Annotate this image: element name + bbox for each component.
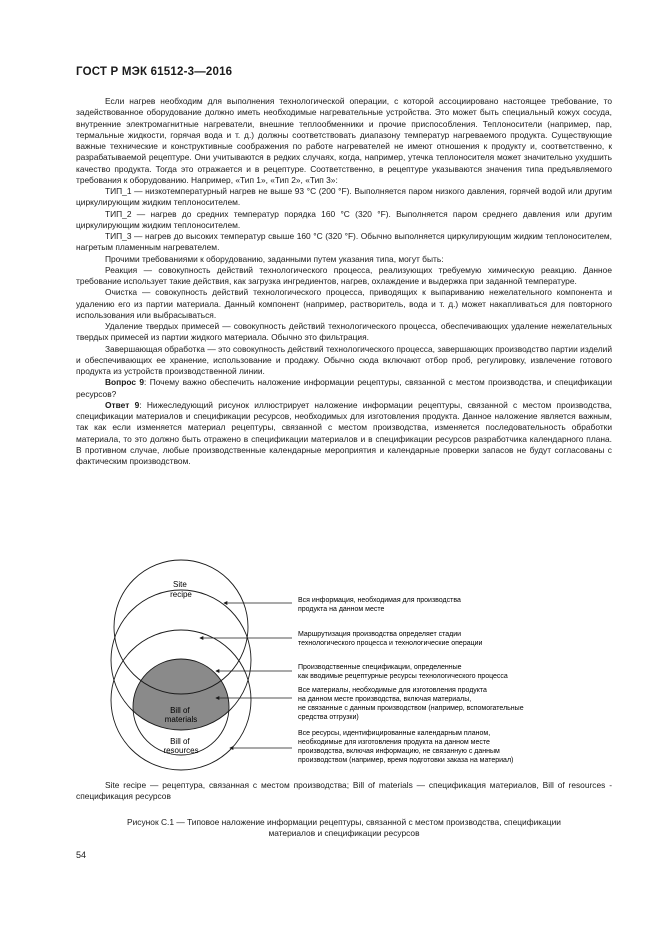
figure-caption-line: Рисунок С.1 — Типовое наложение информации рецептуры, связанной с местом производства, спецификации <box>127 817 561 827</box>
question-label: Вопрос 9 <box>105 377 145 388</box>
callout-text: Вся информация, необходимая для производства продукта на данном месте <box>298 597 461 613</box>
answer-text: : Нижеследующий рисунок иллюстрирует наложение информации рецептуры, связанной с местом производства, спецификации материалов и спецификации ресурсов, необходимых для изготовления продукта. Данное наложение является важным, так как если изменяется материал рецептуры, связанной с местом производства, изменяется последовательность обработки материала, то это должно быть отражено в спецификации материалов и в спецификации ресурсов разработчика календарного плана. В противном случае, любые производственные календарные мероприятия и календарные проверки запасов не будут согласованы с фактическим производством. <box>76 399 613 466</box>
bill-of-resources-label: Bill of resources <box>163 737 199 755</box>
bill-of-materials-label: Bill of materials <box>164 706 198 724</box>
paragraph: Удаление твердых примесей — совокупность действий технологического процесса, обеспечивающих удаление нежелательных твердых примесей из партии жидкого материала. Обычно это фильтрация. <box>76 321 612 343</box>
answer-label: Ответ 9 <box>105 399 140 410</box>
document-header: ГОСТ Р МЭК 61512-3—2016 <box>76 66 233 78</box>
question-text: : Почему важно обеспечить наложение информации рецептуры, связанной с местом производства, и спецификации ресурсов? <box>76 377 612 399</box>
body-text <box>76 96 612 467</box>
paragraph: ТИП_1 — низкотемпературный нагрев не выше 93 °С (200 °F). Выполняется паром низкого давления, горячей водой или другим циркулирующим жидким теплоносителем. <box>76 186 612 208</box>
callout-text: Все ресурсы, идентифицированные календарным планом, необходимые для изготовления продукта на данном месте производства, включая информацию, не связанную с данным производством (например, время подготовки заказа на материал) <box>298 730 514 764</box>
figure-caption <box>76 817 612 840</box>
paragraph: Если нагрев необходим для выполнения технологической операции, с которой ассоциировано настоящее требование, то задействованное оборудование должно иметь необходимые нагревательные устройства. Это может быть специальный кожух сосуда, внутренние электромагнитные нагреватели, внешние теплообменники и прочие приспособления. Теплоносители (например, пар, термальные жидкости, горячая вода и т. д.) должны соответствовать диапазону температур нагреваемого продукта. Существующие важные технические и конструктивные соображения по работе нагревателей не имеют отношения к продукту и, соответственно, к разрабатываемой рецептуре. Они учитываются в редких случаях, когда, например, утечка теплоносителя может значительно ухудшить качество продукта. Тогда это отражается и в рецептуре. Соответственно, в рецептуре указываются значения типа предъявляемого требования к оборудованию. Например, «Тип 1», «Тип 2», «Тип 3»: <box>76 96 612 185</box>
callout-text: Производственные спецификации, определенные как вводимые рецептурные ресурсы технологического процесса <box>298 664 508 680</box>
paragraph: Реакция — совокупность действий технологического процесса, реализующих требуемую химическую реакцию. Данное требование использует такие действия, как загрузка ингредиентов, нагрев, охлаждение и выдержка при заданной температуре. <box>76 264 612 286</box>
overlap-diagram <box>76 552 616 777</box>
paragraph: ТИП_3 — нагрев до высоких температур свыше 160 °С (320 °F). Обычно выполняется циркулирующим жидким теплоносителем, нагретым пламенным нагревателем. <box>76 231 612 253</box>
question-paragraph <box>76 377 612 400</box>
paragraph: Очистка — совокупность действий технологического процесса, приводящих к выпариванию нежелательного компонента и удалению его из партии материала. Данный компонент (например, растворитель, вода и т. д.) может накапливаться для повторного использования или выбрасываться. <box>76 287 612 320</box>
figure-legend <box>76 780 612 803</box>
figure-caption-line: материалов и спецификации ресурсов <box>268 828 420 839</box>
page-number: 54 <box>76 850 87 860</box>
site-recipe-label: Site recipe <box>170 580 192 599</box>
answer-paragraph <box>76 400 612 468</box>
paragraph: Завершающая обработка — это совокупность действий технологического процесса, завершающих производство партии изделий и обеспечивающих ее хранение, использование и продажу. Обычно сюда включают отбор проб, регулировку, извлечение готового продукта из устройств производственной линии. <box>76 343 612 376</box>
paragraph: Прочими требованиями к оборудованию, заданными путем указания типа, могут быть: <box>105 253 444 264</box>
legend-text: Site recipe — рецептура, связанная с местом производства; Bill of materials — спецификация материалов, Bill of resources - спецификация ресурсов <box>76 780 612 802</box>
callout-text: Все материалы, необходимые для изготовления продукта на данном месте производства, включая материалы, не связанные с данным производством (например, вспомогательные средства отгрузки) <box>298 687 524 721</box>
callout-text: Маршрутизация производства определяет стадии технологического процесса и технологические операции <box>298 631 483 647</box>
paragraph: ТИП_2 — нагрев до средних температур порядка 160 °С (320 °F). Выполняется паром среднего давления или другим циркулирующим жидким теплоносителем. <box>76 208 612 230</box>
